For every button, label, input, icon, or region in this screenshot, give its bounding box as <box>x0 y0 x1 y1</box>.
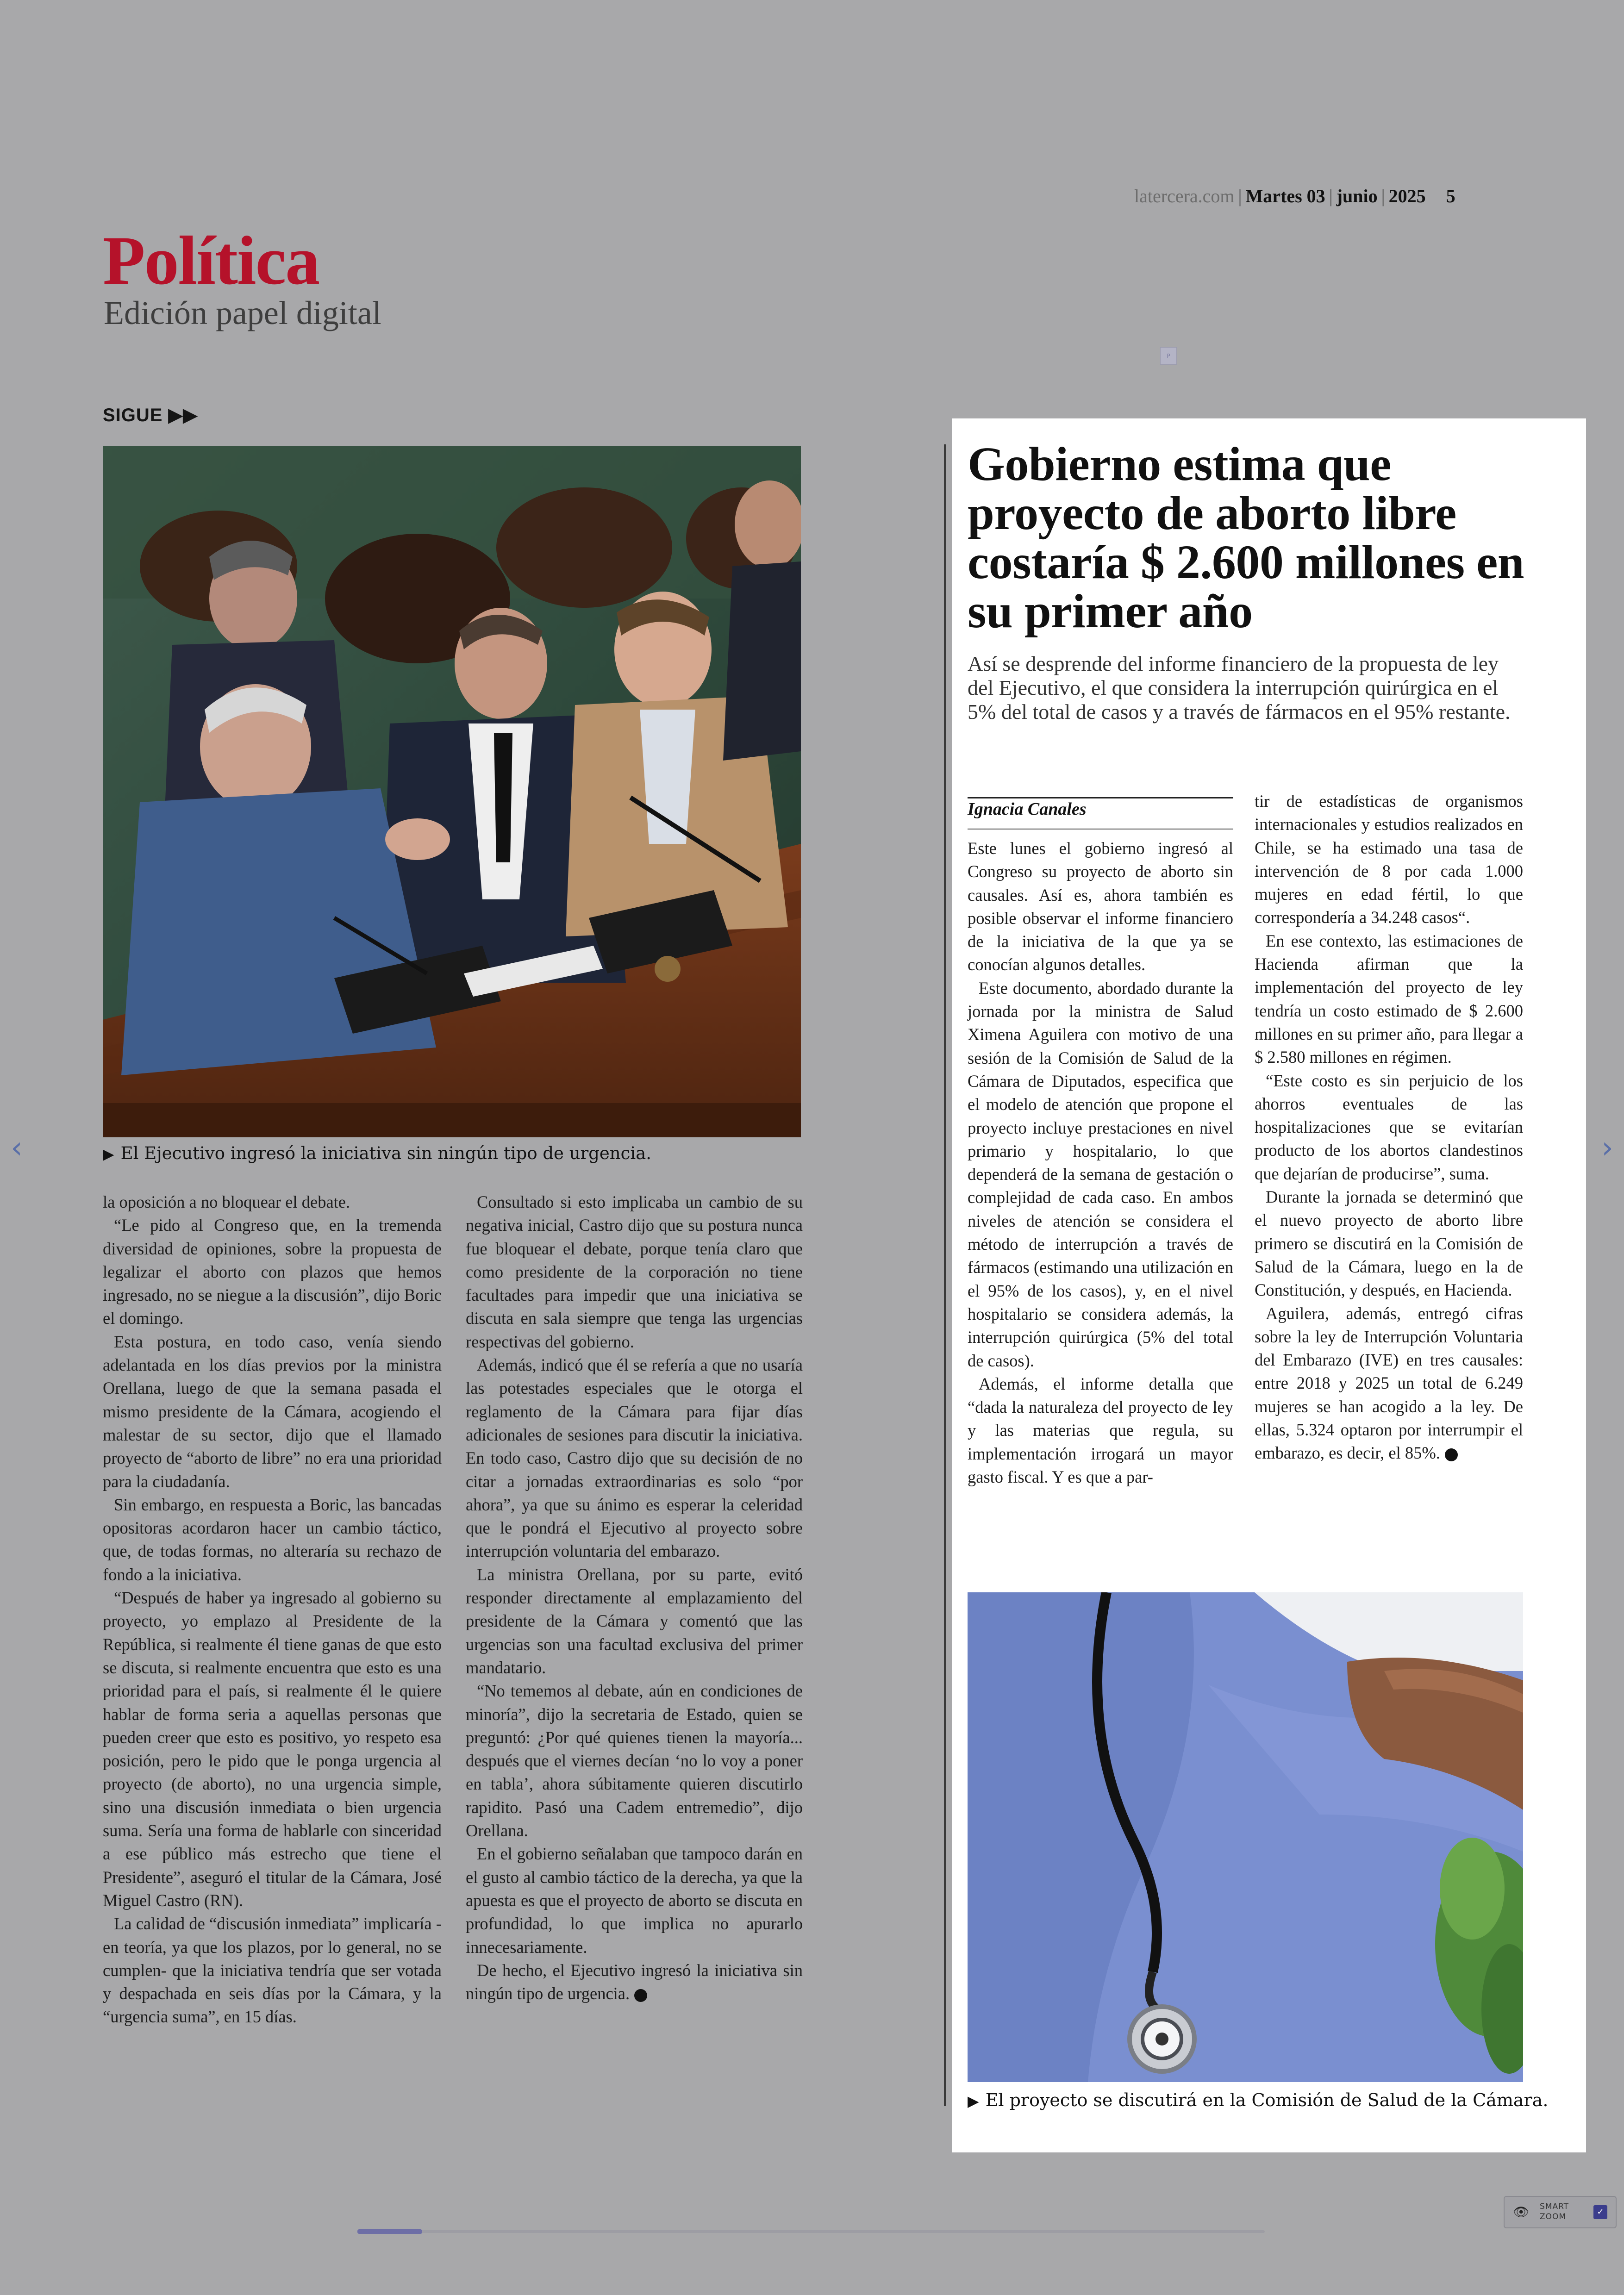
paragraph: Esta postura, en todo caso, venía siendo adelantada en los días previos por la ministra Orellana, luego de que la semana pasada el mismo presidente de la Cámara, acogiendo el malestar de su sector, dijo que el llamado proyecto de “aborto de libre” no era una prioridad para la ciudadanía. <box>103 1332 442 1491</box>
next-page-arrow-icon[interactable]: › <box>1601 1131 1613 1165</box>
paragraph: Aguilera, además, entregó cifras sobre la ley de Interrupción Voluntaria del Embarazo (IVE) en tres causales: entre 2018 y 2025 un total de 6.249 mujeres se han acogido a la ley. De ellas, 5.324 optaron por interrumpir el embarazo, es decir, el 85%. <box>1255 1303 1523 1463</box>
page-number: 5 <box>1446 186 1455 206</box>
paragraph: En el gobierno señalaban que tampoco darán en el gusto al cambio táctico de la derecha, ya que la apuesta es que el proyecto de aborto se discuta en profundidad, lo que implica no apurarlo innecesariamente. <box>466 1844 803 1957</box>
smart-zoom-checkbox[interactable]: ✓ <box>1593 2205 1607 2219</box>
paragraph: Consultado si esto implicaba un cambio de su negativa inicial, Castro dijo que su postura nunca fue bloquear el debate, porque tenía claro que como presidente de la corporación no tiene facultades para impedir que una iniciativa se discuta en sala siempre que tenga las urgencias respectivas del gobierno. <box>466 1192 803 1351</box>
paragraph: Además, indicó que él se refería a que no usaría las potestades especiales que le otorga el reglamento de la Cámara para fijar días adicionales de sesiones para discutir la iniciativa. En todo caso, Castro dijo que su decisión de no citar a jornadas extraordinarias es solo “por ahora”, ya que su ánimo es esperar la celeridad que le pondrá el Ejecutivo al proyecto sobre interrupción voluntaria del embarazo. <box>466 1355 803 1561</box>
paragraph: Este documento, abordado durante la jornada por la ministra de Salud Ximena Aguilera con motivo de una sesión de la Comisión de Salud de la Cámara de Diputados, especifica que el modelo de atención que propone el proyecto incluye prestaciones en nivel primario y hospitalario, lo que dependerá de la semana de gestación o complejidad de cada caso. En ambos niveles de atención se considera el método de interrupción a través de fármacos (estimando una utilización en el 95% de los casos), y, en el nivel hospitalario se considera además, la interrupción quirúrgica (5% del total de casos). <box>968 978 1233 1370</box>
chamber-photo <box>103 446 801 1137</box>
paragraph: “No tememos al debate, aún en condiciones de minoría”, dijo la secretaria de Estado, quien se preguntó: ¿Por qué quienes tienen la mayoría... después que el viernes decían ‘no lo voy a poner en tabla’, ahora súbitamente quieren discutirlo rapidito. Pasó una Cadem entremedio”, dijo Orellana. <box>466 1681 803 1840</box>
page-marker[interactable]: P <box>1160 347 1177 365</box>
page-scrollbar-track[interactable] <box>357 2230 1265 2233</box>
year: 2025 <box>1388 186 1426 206</box>
paragraph: Durante la jornada se determinó que el nuevo proyecto de aborto libre primero se discutirá en la Comisión de Salud de la Cámara, luego en la de Constitución, y después, en Hacienda. <box>1255 1187 1523 1300</box>
article-deck: Así se desprende del informe financiero de la propuesta de ley del Ejecutivo, el que considera la interrupción quirúrgica en el 5% del total de casos y a través de fármacos en el 95% restante. <box>968 652 1511 723</box>
smart-zoom-label: SMART ZOOM <box>1540 2202 1569 2221</box>
smart-zoom-toggle[interactable] <box>1504 2196 1617 2228</box>
paragraph: “Este costo es sin perjuicio de los ahorros eventuales de las hospitalizaciones que se evitarían producto de los abortos clandestinos que dejarían de producirse”, suma. <box>1255 1071 1523 1183</box>
article-headline: Gobierno estima que proyecto de aborto libre costaría $ 2.600 millones en su primer año <box>968 437 1524 638</box>
article-column-1 <box>968 837 1233 1489</box>
paragraph: La ministra Orellana, por su parte, evitó responder directamente al emplazamiento del presidente de la Cámara y comentó que las urgencias son una facultad exclusiva del primer mandatario. <box>466 1565 803 1677</box>
left-story-column-2 <box>466 1191 803 2005</box>
paragraph: “Le pido al Congreso que, en la tremenda diversidad de opiniones, sobre la propuesta de legalizar el aborto con plazos que hemos ingresado, no se niegue a la discusión”, dijo Boric el domingo. <box>103 1216 442 1328</box>
section-title: Política <box>103 222 319 299</box>
article-column-2 <box>1255 790 1523 1465</box>
paragraph: La calidad de “discusión inmediata” implicaría -en teoría, ya que los plazos, por lo general, no se cumplen- que la iniciativa tendría que ser votada y despachada en seis días por la Cámara, y la “urgencia suma”, en 15 días. <box>103 1914 442 2027</box>
sigue-label: SIGUE ▶▶ <box>103 405 198 425</box>
paragraph: Además, el informe detalla que “dada la naturaleza del proyecto de ley y las materias que regula, su implementación irrogará un mayor gasto fiscal. Y es que a par- <box>968 1374 1233 1487</box>
paragraph: De hecho, el Ejecutivo ingresó la iniciativa sin ningún tipo de urgencia. <box>466 1960 803 2003</box>
paragraph: la oposición a no bloquear el debate. <box>103 1192 350 1211</box>
photo2-caption: ▶ El proyecto se discutirá en la Comisión de Salud de la Cámara. <box>968 2090 1549 2110</box>
paragraph: “Después de haber ya ingresado al gobierno su proyecto, yo emplazo al Presidente de la República, si realmente él tiene ganas de que esto se discuta, si realmente encuentra que esto es una prioridad para el país, si realmente él le quiere hablar de forma seria a aquellas personas que pueden creer que esto es positivo, yo respeto esa posición, pero le pido que le ponga urgencia al proyecto (de aborto), no una urgencia simple, sino una discusión inmediata o bien urgencia suma. Sería una forma de hablarle con sinceridad a ese público más estrecho que tiene el Presidente”, aseguró el titular de la Cámara, José Miguel Castro (RN). <box>103 1588 442 1910</box>
article-byline: Ignacia Canales <box>968 799 1087 819</box>
masthead: latercera.com | Martes 03 | junio | 2025 5 <box>1134 186 1455 206</box>
paragraph: En ese contexto, las estimaciones de Hacienda afirman que la implementación del proyecto de ley tendría un costo estimado de $ 2.600 millones en su primer año, para llegar a $ 2.580 millones en régimen. <box>1255 931 1523 1067</box>
previous-page-arrow-icon[interactable]: ‹ <box>11 1131 23 1165</box>
left-story-column-1 <box>103 1191 442 2029</box>
paragraph: tir de estadísticas de organismos internacionales y estudios realizados en Chile, se ha estimado una tasa de intervención de 8 por cada 1.000 mujeres en edad fértil, lo que correspondería a 34.248 casos“. <box>1255 792 1523 927</box>
paragraph: Sin embargo, en respuesta a Boric, las bancadas opositoras acordaron hacer un cambio táctico, que, de todas formas, no alteraría su rechazo de fondo a la iniciativa. <box>103 1495 442 1584</box>
end-mark-icon <box>634 1989 647 2002</box>
paragraph: Este lunes el gobierno ingresó al Congreso su proyecto de aborto sin causales. Así es, ahora también es posible observar el informe financiero de la iniciativa de la que ya se conocían algunos detalles. <box>968 839 1233 974</box>
photo1-caption: ▶ El Ejecutivo ingresó la iniciativa sin ningún tipo de urgencia. <box>103 1143 652 1163</box>
section-subtitle: Edición papel digital <box>104 294 381 331</box>
end-mark-icon <box>1445 1448 1458 1461</box>
site-name: latercera.com <box>1134 186 1235 206</box>
weekday: Martes 03 <box>1245 186 1325 206</box>
doctor-photo <box>968 1592 1523 2082</box>
month: junio <box>1336 186 1378 206</box>
column-divider <box>944 444 946 2106</box>
byline-rule <box>968 797 1233 798</box>
page-scrollbar-thumb[interactable] <box>357 2229 422 2234</box>
eye-icon: 👁 <box>1513 2204 1530 2220</box>
